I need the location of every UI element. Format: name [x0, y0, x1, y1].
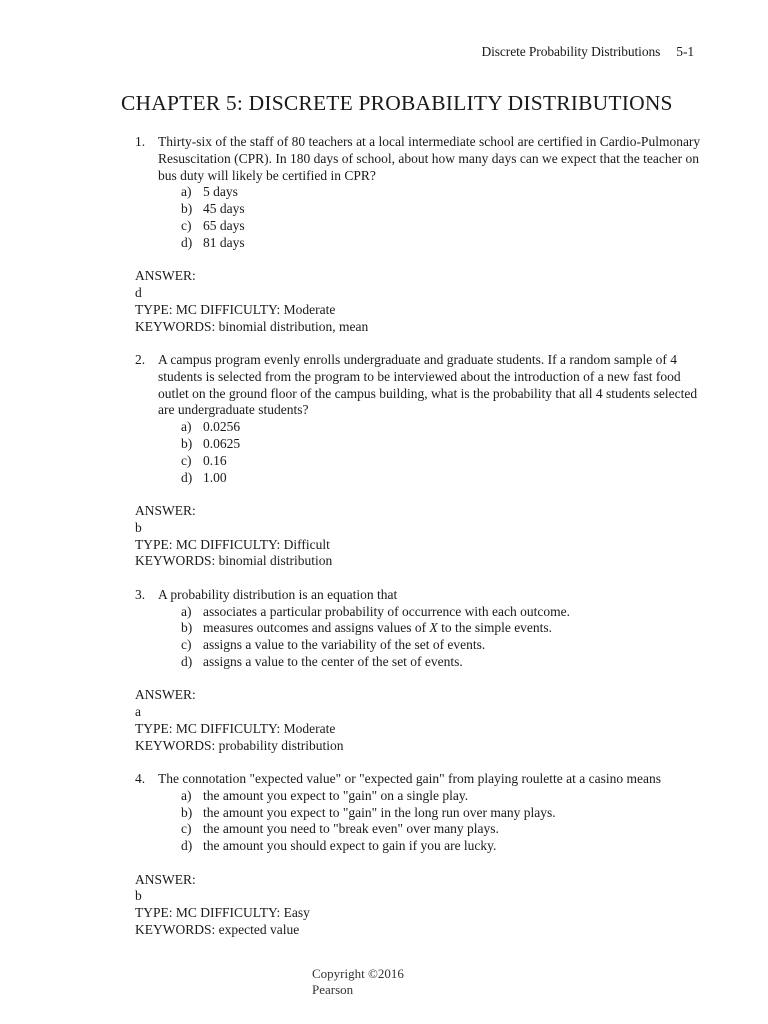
- option-a: [181, 184, 710, 201]
- question-number: 4.: [135, 771, 146, 787]
- question-number: 2.: [135, 351, 146, 367]
- keywords: KEYWORDS: binomial distribution, mean: [135, 318, 369, 334]
- option-b: [181, 436, 710, 453]
- answer-value: b: [135, 888, 142, 904]
- page-number: 5-1: [676, 44, 694, 59]
- type-difficulty: TYPE: MC DIFFICULTY: Moderate: [135, 301, 336, 317]
- answer-block-2: [135, 503, 710, 570]
- answer-block-1: [135, 268, 710, 335]
- option-c: [181, 453, 710, 470]
- question-1: [135, 134, 710, 252]
- answer-label: ANSWER:: [135, 268, 196, 284]
- running-header: [481, 44, 694, 60]
- question-4: [135, 771, 710, 855]
- option-label: c): [181, 637, 192, 653]
- option-label: a): [181, 184, 192, 200]
- option-text: 0.0625: [203, 435, 241, 451]
- option-label: d): [181, 469, 193, 485]
- option-label: d): [181, 838, 193, 854]
- option-label: c): [181, 821, 192, 837]
- option-a: [181, 604, 710, 621]
- option-text: 0.16: [203, 452, 227, 468]
- option-a: [181, 788, 710, 805]
- option-text: the amount you expect to "gain" on a single play.: [203, 787, 469, 803]
- type-difficulty: TYPE: MC DIFFICULTY: Moderate: [135, 720, 336, 736]
- option-text: 1.00: [203, 469, 227, 485]
- option-label: c): [181, 452, 192, 468]
- option-label: d): [181, 234, 193, 250]
- running-title: Discrete Probability Distributions: [481, 44, 661, 59]
- answer-label: ANSWER:: [135, 687, 196, 703]
- option-d: [181, 235, 710, 252]
- option-text: assigns a value to the center of the set of events.: [203, 653, 463, 669]
- answer-value: b: [135, 519, 142, 535]
- question-text: The connotation "expected value" or "expected gain" from playing roulette at a casino means: [158, 771, 661, 787]
- option-text: 45 days: [203, 201, 245, 217]
- question-text: Thirty-six of the staff of 80 teachers at a local intermediate school are certified in Cardio-Pulmonary Resuscitation (CPR). In 180 days of school, about how many days can we expect that the teacher on bus duty will likely be certified in CPR?: [158, 134, 701, 183]
- keywords: KEYWORDS: binomial distribution: [135, 553, 333, 569]
- type-difficulty: TYPE: MC DIFFICULTY: Easy: [135, 905, 310, 921]
- answer-value: d: [135, 284, 142, 300]
- option-text: associates a particular probability of occurrence with each outcome.: [203, 603, 570, 619]
- option-label: a): [181, 603, 192, 619]
- keywords: KEYWORDS: probability distribution: [135, 737, 344, 753]
- option-label: c): [181, 217, 192, 233]
- option-c: [181, 821, 710, 838]
- answer-value: a: [135, 704, 141, 720]
- option-text: the amount you should expect to gain if you are lucky.: [203, 838, 497, 854]
- option-list: [181, 184, 710, 251]
- option-d: [181, 470, 710, 487]
- option-text: the amount you expect to "gain" in the long run over many plays.: [203, 804, 556, 820]
- option-text: 81 days: [203, 234, 245, 250]
- variable-x: X: [429, 620, 438, 636]
- question-3: [135, 587, 710, 671]
- option-text: 0.0256: [203, 419, 241, 435]
- answer-label: ANSWER:: [135, 871, 196, 887]
- question-number: 3.: [135, 586, 146, 602]
- option-text: 65 days: [203, 217, 245, 233]
- option-b: [181, 620, 710, 637]
- question-text: A campus program evenly enrolls undergraduate and graduate students. If a random sample of 4 students is selected from the program to be interviewed about the introduction of a new fast food outlet on the ground floor of the campus building, what is the probability that all 4 students selected are undergraduate students?: [158, 351, 698, 418]
- option-list: [181, 788, 710, 855]
- option-label: a): [181, 419, 192, 435]
- copyright-footer: [312, 966, 422, 997]
- option-b: [181, 805, 710, 822]
- question-number: 1.: [135, 134, 146, 149]
- question-2: [135, 352, 710, 486]
- option-b: [181, 201, 710, 218]
- option-label: b): [181, 804, 193, 820]
- option-text-after: to the simple events.: [437, 620, 553, 636]
- option-d: [181, 838, 710, 855]
- option-label: b): [181, 201, 193, 217]
- option-text: 5 days: [203, 184, 238, 200]
- answer-label: ANSWER:: [135, 502, 196, 518]
- option-d: [181, 654, 710, 671]
- answer-block-4: [135, 872, 710, 939]
- copyright-text: Copyright ©2016 Pearson: [312, 966, 404, 997]
- chapter-title: CHAPTER 5: DISCRETE PROBABILITY DISTRIBUTIONS: [121, 91, 673, 115]
- type-difficulty: TYPE: MC DIFFICULTY: Difficult: [135, 536, 330, 552]
- option-list: [181, 604, 710, 671]
- option-list: [181, 419, 710, 486]
- option-label: a): [181, 787, 192, 803]
- option-text-before: measures outcomes and assigns values of: [203, 620, 430, 636]
- option-a: [181, 419, 710, 436]
- question-text: A probability distribution is an equation that: [158, 586, 398, 602]
- option-text: the amount you need to "break even" over many plays.: [203, 821, 499, 837]
- question-list: [135, 134, 710, 939]
- option-label: b): [181, 435, 193, 451]
- answer-block-3: [135, 687, 710, 754]
- option-text: assigns a value to the variability of the set of events.: [203, 637, 486, 653]
- keywords: KEYWORDS: expected value: [135, 922, 300, 938]
- option-c: [181, 637, 710, 654]
- option-c: [181, 218, 710, 235]
- option-label: b): [181, 620, 193, 636]
- option-label: d): [181, 653, 193, 669]
